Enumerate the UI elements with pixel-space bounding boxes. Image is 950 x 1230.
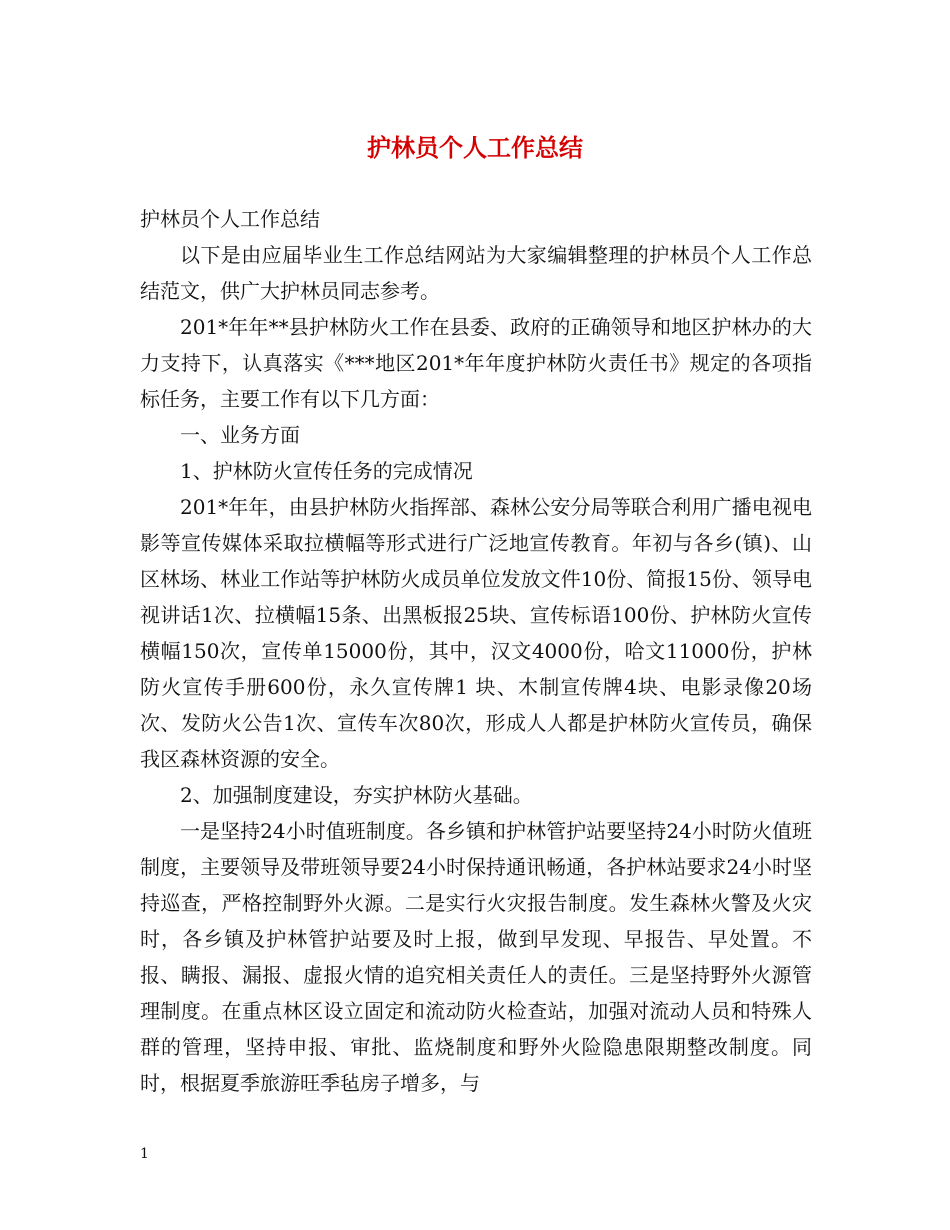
subsection-heading-publicity: 1、护林防火宣传任务的完成情况 [180, 459, 473, 483]
overview-paragraph: 201*年年**县护林防火工作在县委、政府的正确领导和地区护林办的大力支持下，认真落实《***地区201*年年度护林防火责任书》规定的各项指标任务，主要工作有以下几方面： [140, 315, 812, 411]
section-heading-business: 一、业务方面 [180, 423, 300, 447]
subsection-heading-system: 2、加强制度建设，夯实护林防火基础。 [180, 783, 533, 807]
subtitle-paragraph: 护林员个人工作总结 [140, 207, 320, 231]
system-paragraph: 一是坚持24小时值班制度。各乡镇和护林管护站要坚持24小时防火值班制度，主要领导及带班领导要24小时保持通讯畅通，各护林站要求24小时坚持巡查，严格控制野外火源。二是实行火灾报告制度。发生森林火警及火灾时，各乡镇及护林管护站要及时上报，做到早发现、早报告、早处置。不报、瞒报、漏报、虚报火情的追究相关责任人的责任。三是坚持野外火源管理制度。在重点林区设立固定和流动防火检查站，加强对流动人员和特殊人群的管理，坚持申报、审批、监烧制度和野外火险隐患限期整改制度。同时，根据夏季旅游旺季毡房子增多，与 [140, 819, 812, 1095]
document-title: 护林员个人工作总结 [367, 133, 583, 162]
publicity-paragraph: 201*年年，由县护林防火指挥部、森林公安分局等联合利用广播电视电影等宣传媒体采取拉横幅等形式进行广泛地宣传教育。年初与各乡(镇)、山区林场、林业工作站等护林防火成员单位发放文件10份、简报15份、领导电视讲话1次、拉横幅15条、出黑板报25块、宣传标语100份、护林防火宣传横幅150次，宣传单15000份，其中，汉文4000份，哈文11000份，护林防火宣传手册600份，永久宣传牌1 块、木制宣传牌4块、电影录像20场次、发防火公告1次、宣传车次80次，形成人人都是护林防火宣传员，确保我区森林资源的安全。 [140, 495, 812, 771]
document-body [140, 201, 812, 1101]
intro-paragraph: 以下是由应届毕业生工作总结网站为大家编辑整理的护林员个人工作总结范文，供广大护林员同志参考。 [140, 243, 812, 303]
page-number: 1 [140, 1146, 149, 1162]
